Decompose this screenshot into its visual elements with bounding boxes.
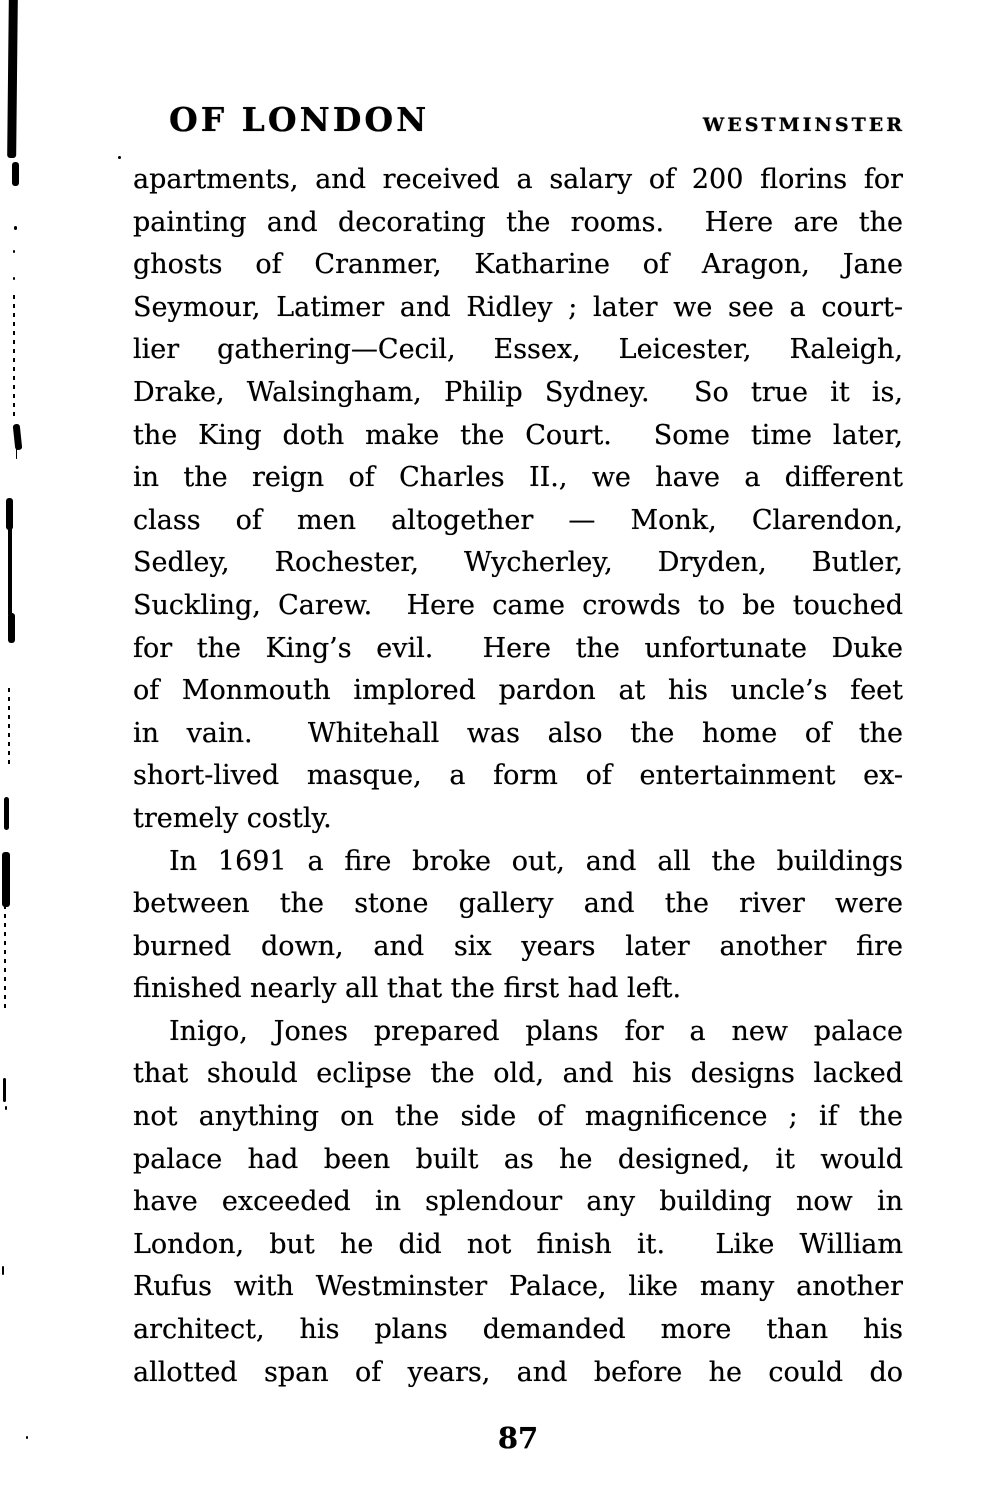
- page-header: [133, 100, 905, 139]
- ink-dot: [13, 250, 15, 253]
- text-line: of Monmouth implored pardon at his uncle’s feet: [133, 675, 903, 707]
- ink-smudge: [16, 449, 17, 459]
- text-line: in the reign of Charles II., we have a different: [133, 462, 903, 494]
- text-line: Seymour, Latimer and Ridley ; later we see a court-: [133, 291, 903, 323]
- ink-smudge: [13, 424, 23, 451]
- ink-dotted-line: [8, 688, 10, 768]
- ink-dot: [26, 1436, 28, 1439]
- text-line: Sedley, Rochester, Wycherley, Dryden, Butler,: [133, 547, 903, 579]
- text-line: class of men altogether — Monk, Clarendon,: [133, 504, 903, 536]
- text-line: painting and decorating the rooms. Here are the: [133, 206, 903, 238]
- running-head: WESTMINSTER: [702, 114, 905, 136]
- ink-smudge: [3, 1078, 6, 1102]
- ink-dot: [2, 1266, 4, 1275]
- text-line: London, but he did not finish it. Like William: [133, 1228, 903, 1260]
- text-line: ghosts of Cranmer, Katharine of Aragon, Jane: [133, 249, 903, 281]
- ink-dotted-line: [13, 295, 15, 417]
- text-line: In 1691 a fire broke out, and all the buildings: [169, 845, 903, 877]
- text-line: burned down, and six years later another fire: [133, 930, 903, 962]
- text-line: architect, his plans demanded more than his: [133, 1314, 903, 1346]
- text-line: apartments, and received a salary of 200 florins for: [133, 164, 903, 195]
- text-line: between the stone gallery and the river were: [133, 888, 903, 920]
- text-line: have exceeded in splendour any building now in: [133, 1186, 903, 1218]
- text-line: tremely costly.: [133, 802, 332, 834]
- ink-streak: [8, 526, 12, 616]
- ink-dot: [13, 277, 15, 280]
- text-line: palace had been built as he designed, it would: [133, 1143, 903, 1175]
- text-line: Suckling, Carew. Here came crowds to be touched: [133, 589, 903, 621]
- text-line: lier gathering—Cecil, Essex, Leicester, Raleigh,: [133, 334, 903, 366]
- text-line: in vain. Whitehall was also the home of the: [133, 717, 903, 749]
- text-line: short-lived masque, a form of entertainment ex-: [133, 760, 903, 792]
- ink-smudge: [7, 0, 18, 158]
- ink-dot: [14, 226, 17, 230]
- text-line: Rufus with Westminster Palace, like many another: [133, 1271, 903, 1303]
- text-line: for the King’s evil. Here the unfortunate Duke: [133, 632, 903, 664]
- ink-smudge: [4, 797, 9, 830]
- chapter-title: OF LONDON: [169, 100, 430, 139]
- ink-dot: [5, 1106, 7, 1110]
- ink-dotted-line: [4, 905, 6, 1010]
- text-line: not anything on the side of magnificence ; if the: [133, 1101, 903, 1133]
- text-line: allotted span of years, and before he could do: [133, 1356, 903, 1388]
- text-line: Drake, Walsingham, Philip Sydney. So true it is,: [133, 376, 903, 408]
- text-line: the King doth make the Court. Some time later,: [133, 419, 903, 451]
- text-line: that should eclipse the old, and his designs lacked: [133, 1058, 903, 1090]
- ink-smudge: [2, 852, 10, 907]
- text-line: Inigo, Jones prepared plans for a new palace: [169, 1015, 903, 1047]
- body-text: [133, 159, 903, 1394]
- text-line: finished nearly all that the first had left.: [133, 973, 682, 1005]
- ink-smudge: [8, 613, 15, 643]
- ink-smudge: [12, 162, 19, 186]
- ink-dot: [118, 156, 121, 159]
- page-number: 87: [497, 1421, 539, 1455]
